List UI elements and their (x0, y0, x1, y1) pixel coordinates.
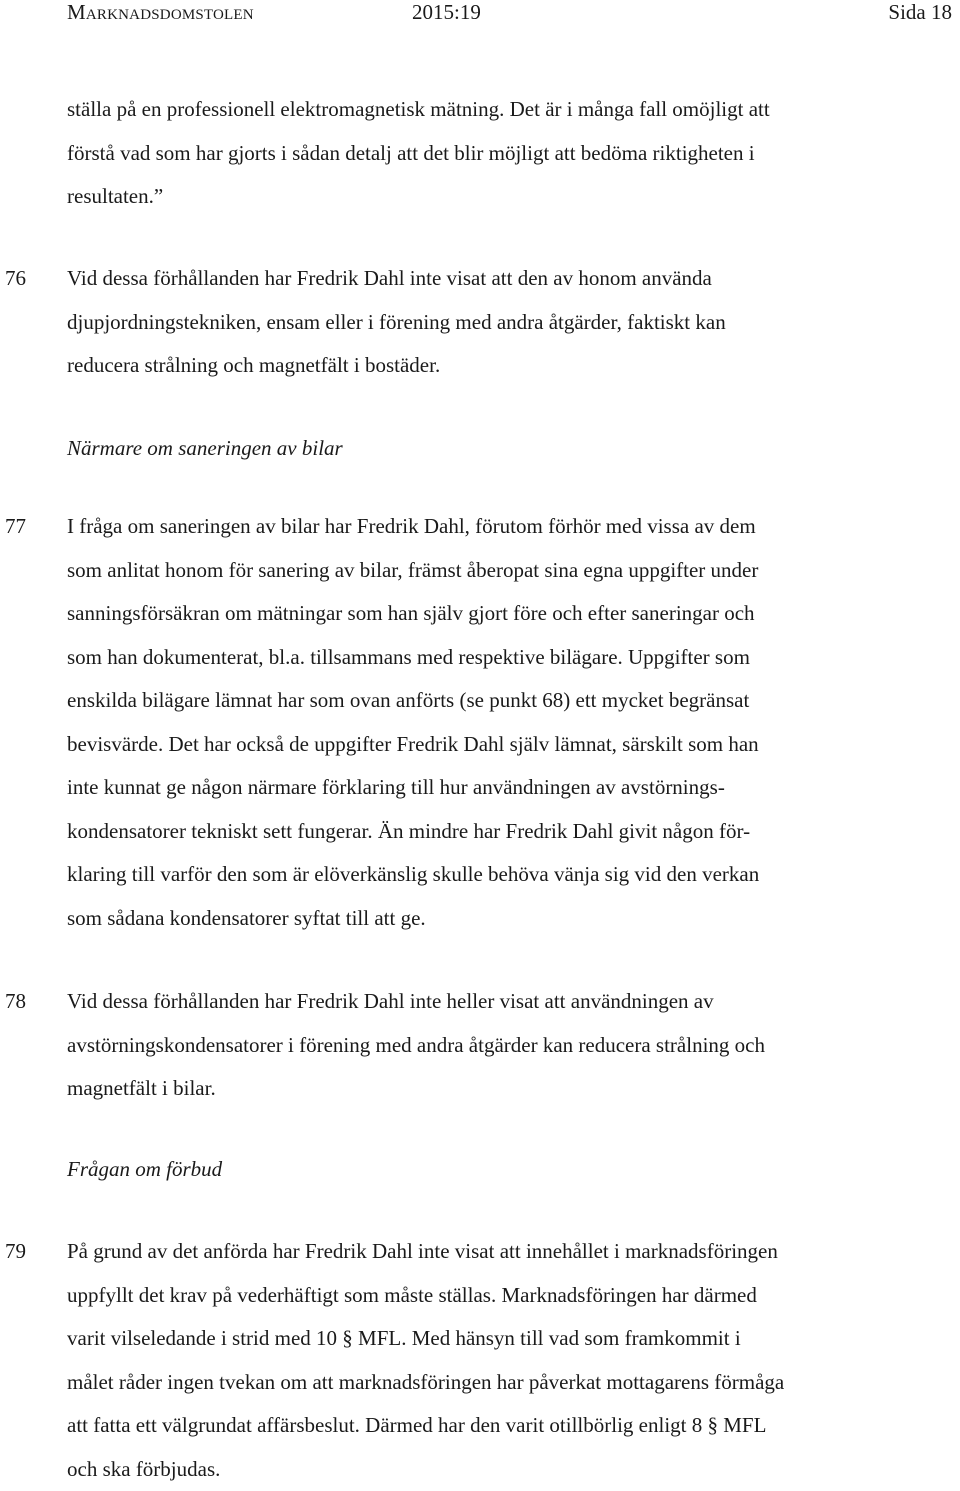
text-line: ställa på en professionell elektromagnetisk mätning. Det är i många fall omöjligt att (67, 88, 927, 132)
text-line: sanningsförsäkran om mätningar som han själv gjort före och efter saneringar och (67, 592, 927, 636)
text-line: resultaten.” (67, 175, 927, 219)
text-line: klaring till varför den som är elöverkänslig skulle behöva vänja sig vid den verkan (67, 853, 927, 897)
text-line: Vid dessa förhållanden har Fredrik Dahl inte heller visat att användningen av (67, 980, 927, 1024)
text-line: som han dokumenterat, bl.a. tillsammans med respektive bilägare. Uppgifter som (67, 636, 927, 680)
section-heading-ban: Frågan om förbud (67, 1154, 222, 1184)
text-line: På grund av det anförda har Fredrik Dahl inte visat att innehållet i marknadsföringen (67, 1230, 927, 1274)
paragraph-number: 78 (5, 980, 26, 1024)
text-line: reducera strålning och magnetfält i bostäder. (67, 344, 927, 388)
text-line: djupjordningstekniken, ensam eller i förening med andra åtgärder, faktiskt kan (67, 301, 927, 345)
page-header (0, 0, 960, 30)
text-line: som anlitat honom för sanering av bilar, främst åberopat sina egna uppgifter under (67, 549, 927, 593)
case-number: 2015:19 (412, 0, 481, 25)
court-name: Marknadsdomstolen (67, 0, 254, 25)
text-line: varit vilseledande i strid med 10 § MFL. Med hänsyn till vad som framkommit i (67, 1317, 927, 1361)
text-line: och ska förbjudas. (67, 1448, 927, 1491)
text-line: att fatta ett välgrundat affärsbeslut. Därmed har den varit otillbörlig enligt 8 § MFL (67, 1404, 927, 1448)
text-line: uppfyllt det krav på vederhäftigt som måste ställas. Marknadsföringen har därmed (67, 1274, 927, 1318)
section-heading-cars: Närmare om saneringen av bilar (67, 433, 343, 463)
paragraph-number: 76 (5, 257, 26, 301)
text-line: avstörningskondensatorer i förening med andra åtgärder kan reducera strålning och (67, 1024, 927, 1068)
paragraph-number: 79 (5, 1230, 26, 1274)
text-line: bevisvärde. Det har också de uppgifter Fredrik Dahl själv lämnat, särskilt som han (67, 723, 927, 767)
page-number: Sida 18 (888, 0, 952, 25)
text-line: som sådana kondensatorer syftat till att ge. (67, 897, 927, 941)
text-line: enskilda bilägare lämnat har som ovan anförts (se punkt 68) ett mycket begränsat (67, 679, 927, 723)
text-line: magnetfält i bilar. (67, 1067, 927, 1111)
text-line: Vid dessa förhållanden har Fredrik Dahl inte visat att den av honom använda (67, 257, 927, 301)
text-line: inte kunnat ge någon närmare förklaring till hur användningen av avstörnings- (67, 766, 927, 810)
text-line: kondensatorer tekniskt sett fungerar. Än mindre har Fredrik Dahl givit någon för- (67, 810, 927, 854)
text-line: målet råder ingen tvekan om att marknadsföringen har påverkat mottagarens förmåga (67, 1361, 927, 1405)
text-line: förstå vad som har gjorts i sådan detalj att det blir möjligt att bedöma riktigheten i (67, 132, 927, 176)
paragraph-number: 77 (5, 505, 26, 549)
text-line: I fråga om saneringen av bilar har Fredrik Dahl, förutom förhör med vissa av dem (67, 505, 927, 549)
